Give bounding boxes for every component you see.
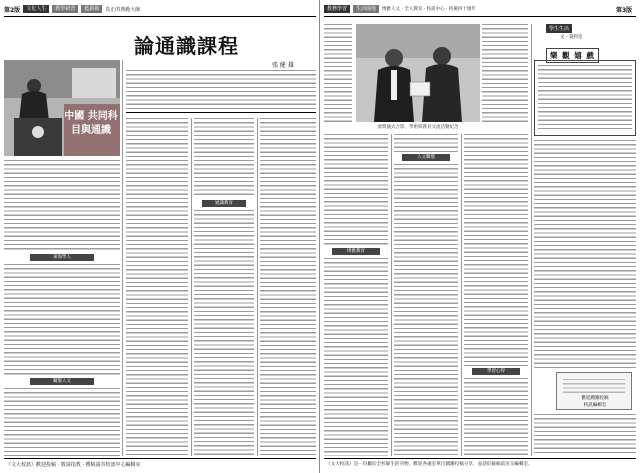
right-tab-1: 生活園地 bbox=[353, 5, 379, 13]
right-tab-0: 教務學習 bbox=[324, 5, 350, 13]
column-intro-text bbox=[538, 65, 632, 131]
right-subhead-3: 學習心得 bbox=[472, 368, 520, 375]
column-intro-box bbox=[534, 60, 636, 136]
mid-col-text-3 bbox=[194, 210, 254, 456]
right-col-text-top bbox=[482, 24, 528, 124]
left-header bbox=[4, 4, 140, 14]
photo-caption: 頒獎儀式合影，學術與教育交流活動紀念 bbox=[377, 125, 459, 130]
left-footer-rule bbox=[4, 458, 316, 459]
right-header-text: 博雅人文 · 全人教育 · 校訊中心 · 校慶四十週年 bbox=[382, 7, 476, 12]
note-text-lines bbox=[563, 379, 625, 393]
right-header bbox=[324, 4, 476, 14]
subhead-2: 關懷人文 bbox=[30, 378, 94, 385]
right-col-text-2 bbox=[324, 258, 388, 456]
right-col-rule-3 bbox=[531, 24, 532, 456]
right-col-text-3 bbox=[394, 134, 458, 152]
right-page-number: 第3版 bbox=[616, 6, 633, 14]
lecture-photo bbox=[4, 60, 120, 156]
mid-col-text-1 bbox=[126, 118, 188, 456]
award-photo bbox=[356, 24, 480, 122]
subhead-1: 東海學人 bbox=[30, 254, 94, 261]
left-col-text-1 bbox=[4, 160, 120, 252]
photo-banner-text: 中國 共同科目與通識 bbox=[64, 111, 118, 136]
left-col-rule-1 bbox=[122, 60, 123, 456]
left-col-text-2 bbox=[4, 264, 120, 376]
subhead-3: 通識教育 bbox=[202, 200, 246, 207]
mid-col-text-2 bbox=[194, 118, 254, 198]
left-col-rule-3 bbox=[257, 118, 258, 456]
award-photo-graphic bbox=[356, 24, 480, 122]
column-byline: 文・資料室 bbox=[560, 35, 583, 40]
mid-col-text-4 bbox=[260, 118, 316, 456]
right-col-text-4 bbox=[394, 164, 458, 456]
note-line-2: 校訊編輯室 bbox=[583, 403, 607, 408]
right-page-number-wrap bbox=[616, 4, 632, 14]
left-tab-2: 藍薪報 bbox=[81, 5, 102, 13]
column-tag: 學生生活 bbox=[546, 24, 572, 33]
left-tab-0: 文化人生 bbox=[23, 5, 49, 13]
right-subhead-1: 博雅教育 bbox=[332, 248, 380, 255]
right-col-text-5 bbox=[464, 134, 528, 366]
left-col-text-3 bbox=[4, 388, 120, 456]
right-col-rule-2 bbox=[461, 134, 462, 456]
left-page-number: 第2版 bbox=[4, 6, 21, 14]
headline: 論通識課程 bbox=[134, 34, 239, 58]
right-footer: 《文大校訊》是一份屬於全校師生的刊物，歡迎各處室單位踴躍投稿分享，並請於截稿前送交編輯室。 bbox=[326, 462, 533, 467]
lead-rule bbox=[126, 112, 316, 113]
right-page bbox=[320, 0, 640, 473]
left-header-rule bbox=[4, 16, 316, 17]
left-col-rule-2 bbox=[191, 118, 192, 456]
lead-paragraph bbox=[126, 70, 316, 110]
left-tab-1: 教學研習 bbox=[52, 5, 78, 13]
right-header-rule bbox=[324, 16, 636, 17]
right-footer-rule bbox=[324, 458, 636, 459]
right-col-text-0 bbox=[324, 24, 352, 124]
left-header-text: 真正的典範大師 bbox=[105, 6, 141, 13]
note-line-1: 歡迎踴躍投稿 bbox=[581, 396, 609, 401]
right-col-text-1 bbox=[324, 134, 388, 246]
right-subhead-2: 人文關懷 bbox=[402, 154, 450, 161]
column-title: 樂 觀 嬉 戲 bbox=[546, 48, 599, 63]
lecture-photo-graphic bbox=[4, 60, 120, 156]
right-col-text-6 bbox=[464, 378, 528, 456]
note-box bbox=[556, 372, 632, 410]
left-footer: 《文大校訊》歡迎投稿 · 敬請指教 · 獲稿請寄校訊中心編輯室 bbox=[6, 462, 141, 468]
right-col-rule-1 bbox=[391, 134, 392, 456]
column-end-text bbox=[534, 414, 636, 456]
author: 張 健 雄 bbox=[272, 62, 294, 69]
column-body-text bbox=[534, 140, 636, 368]
